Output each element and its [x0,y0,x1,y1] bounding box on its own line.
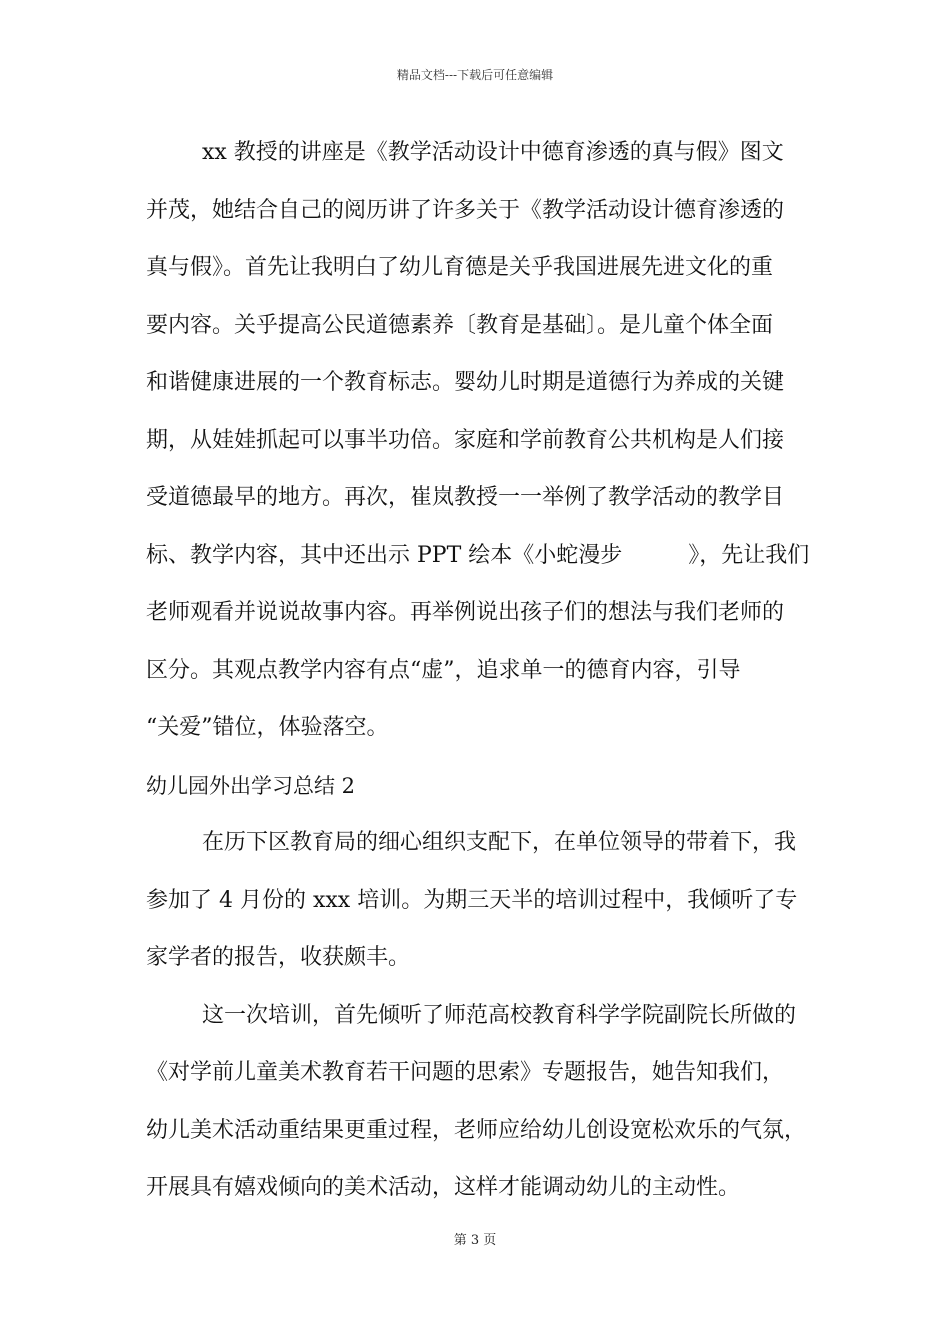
paragraph-line: 这一次培训，首先倾听了师范高校教育科学学院副院长所做的 [202,1002,797,1028]
document-body [146,133,810,1226]
paragraph-line: 幼儿美术活动重结果更重过程，老师应给幼儿创设宽松欢乐的气氛， [146,1117,807,1143]
paragraph-line: “关爱”错位，体验落空。 [146,715,389,740]
paragraph-line: 真与假》。首先让我明白了幼儿育德是关乎我国进展先进文化的重 [146,255,774,280]
page-number: 第 3 页 [453,1233,497,1248]
section-heading: 幼儿园外出学习总结 2 [146,773,356,798]
page-header: 精品文档---下载后可任意编辑 [396,68,554,82]
paragraph-line: 标、教学内容，其中还出示 PPT 绘本《小蛇漫步 》，先让我们 [146,542,810,568]
paragraph-line: 期，从娃娃抓起可以事半功倍。家庭和学前教育公共机构是人们接 [146,427,785,453]
paragraph-line: 参加了 4 月份的 xxx 培训。为期三天半的培训过程中，我倾听了专 [146,887,798,913]
paragraph-line: 并茂，她结合自己的阅历讲了许多关于《教学活动设计德育渗透的 [146,197,785,223]
paragraph-line: 受道德最早的地方。再次，崔岚教授一一举例了教学活动的教学目 [146,485,785,510]
paragraph-line: 《对学前儿童美术教育若干问题的思索》专题报告，她告知我们， [146,1060,785,1085]
paragraph-line: 老师观看并说说故事内容。再举例说出孩子们的想法与我们老师的 [146,600,785,625]
paragraph-line: 在历下区教育局的细心组织支配下，在单位领导的带着下，我 [202,830,797,855]
paragraph-line: 区分。其观点教学内容有点“虚”，追求单一的德育内容，引导 [146,657,741,683]
paragraph-line: 要内容。关乎提高公民道德素养〔教育是基础〕。是儿童个体全面 [146,312,774,338]
paragraph-line: 家学者的报告，收获颇丰。 [146,945,411,970]
paragraph-line: 和谐健康进展的一个教育标志。婴幼儿时期是道德行为养成的关键 [146,370,785,395]
paragraph-line: xx 教授的讲座是《教学活动设计中德育渗透的真与假》图文 [202,140,784,165]
paragraph-line: 开展具有嬉戏倾向的美术活动，这样才能调动幼儿的主动性。 [146,1175,741,1200]
